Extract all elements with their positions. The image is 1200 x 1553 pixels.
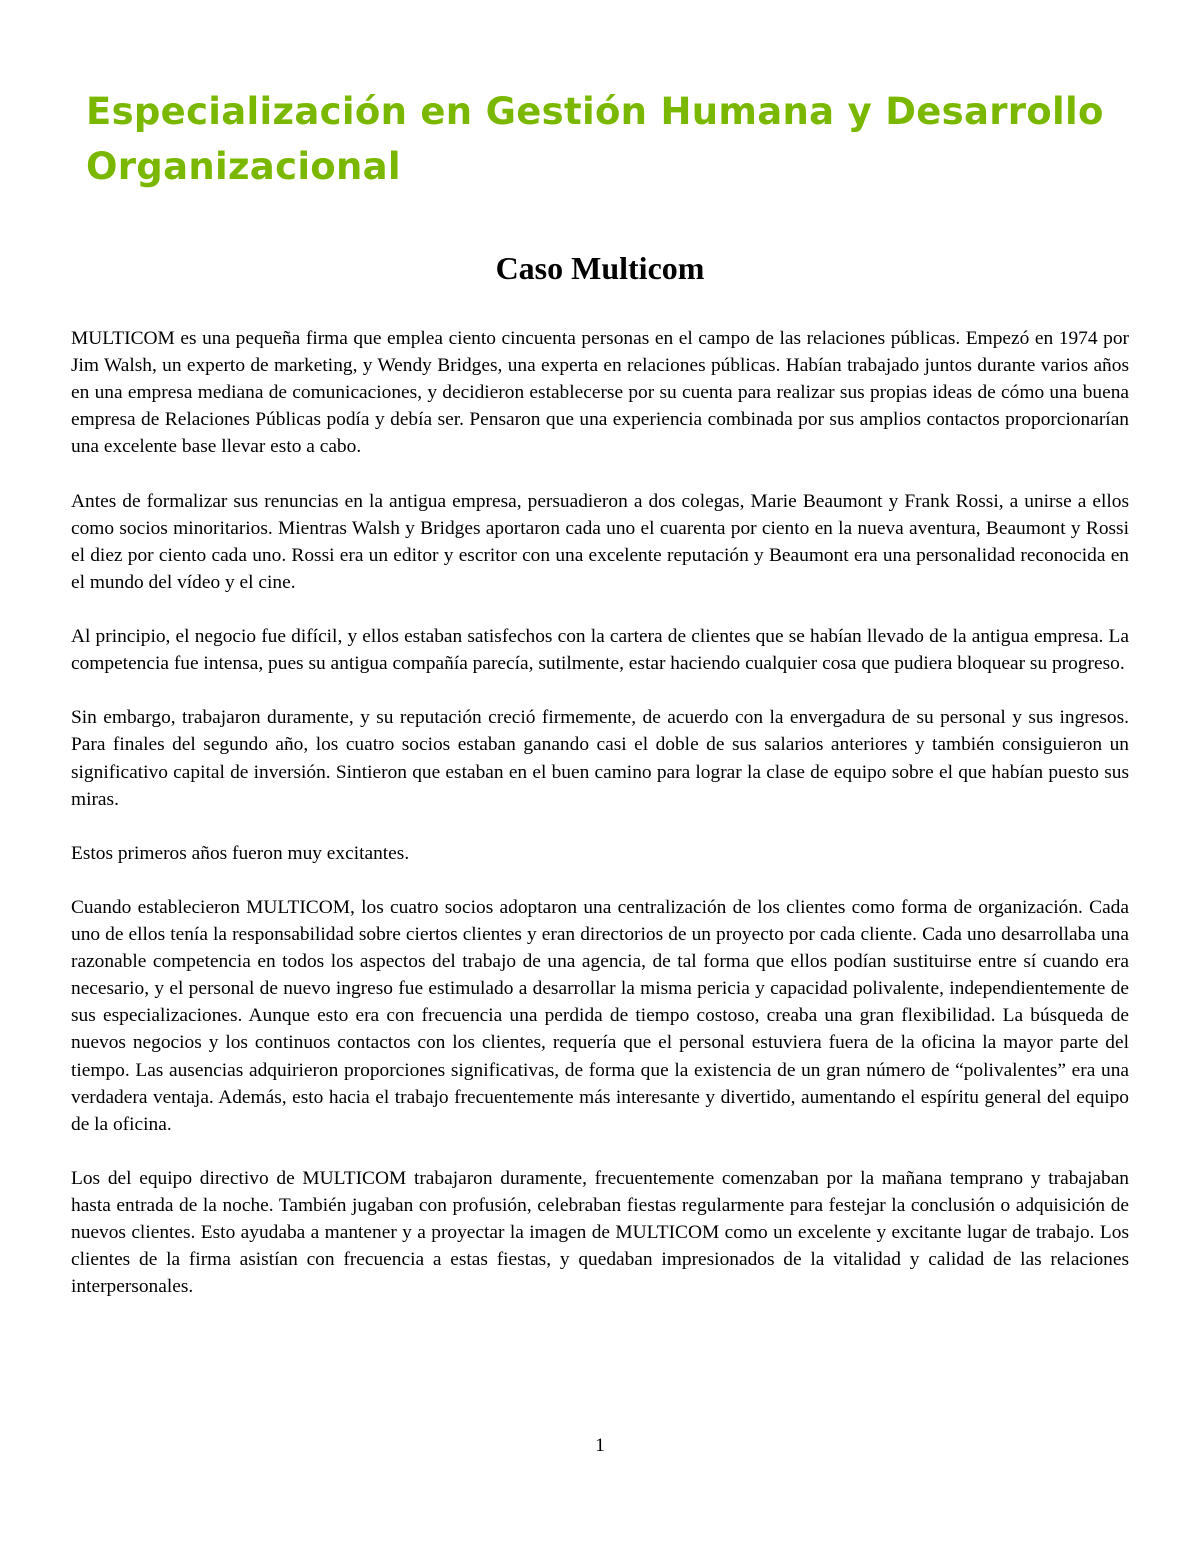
paragraph: Cuando establecieron MULTICOM, los cuatro socios adoptaron una centralización de los clientes como forma de organización. Cada uno de ellos tenía la responsabilidad sobre ciertos clientes y eran directorios de un proyecto por cada cliente. Cada uno desarrollaba una razonable competencia en todos los aspectos del trabajo de una agencia, de tal forma que ellos podían sustituirse entre sí cuando era necesario, y el personal de nuevo ingreso fue estimulado a desarrollar la misma pericia y capacidad polivalente, independientemente de sus especializaciones. Aunque esto era con frecuencia una perdida de tiempo costoso, creaba una gran flexibilidad. La búsqueda de nuevos negocios y los continuos contactos con los clientes, requería que el personal estuviera fuera de la oficina la mayor parte del tiempo. Las ausencias adquirieron proporciones significativas, de forma que la existencia de un gran número de “polivalentes” era una verdadera ventaja. Además, esto hacia el trabajo frecuentemente más interesante y divertido, aumentando el espíritu general del equipo de la oficina. xyxy=(71,896,1129,1135)
program-title: Especialización en Gestión Humana y Desarrollo Organizacional xyxy=(86,90,1104,188)
case-title: Caso Multicom xyxy=(495,250,705,286)
document-body xyxy=(71,325,1129,1300)
paragraph: Antes de formalizar sus renuncias en la antigua empresa, persuadieron a dos colegas, Marie Beaumont y Frank Rossi, a unirse a ellos como socios minoritarios. Mientras Walsh y Bridges aportaron cada uno el cuarenta por ciento en la nueva aventura, Beaumont y Rossi el diez por ciento cada uno. Rossi era un editor y escritor con una excelente reputación y Beaumont era una personalidad reconocida en el mundo del vídeo y el cine. xyxy=(71,490,1129,593)
paragraph: Los del equipo directivo de MULTICOM trabajaron duramente, frecuentemente comenzaban por la mañana temprano y trabajaban hasta entrada de la noche. También jugaban con profusión, celebraban fiestas regularmente para festejar la conclusión o adquisición de nuevos clientes. Esto ayudaba a mantener y a proyectar la imagen de MULTICOM como un excelente y excitante lugar de trabajo. Los clientes de la firma asistían con frecuencia a estas fiestas, y quedaban impresionados de la vitalidad y calidad de las relaciones interpersonales. xyxy=(71,1167,1129,1298)
paragraph: Estos primeros años fueron muy excitantes. xyxy=(71,842,410,864)
page-number: 1 xyxy=(595,1435,605,1456)
paragraph: MULTICOM es una pequeña firma que emplea ciento cincuenta personas en el campo de las relaciones públicas. Empezó en 1974 por Jim Walsh, un experto de marketing, y Wendy Bridges, una experta en relaciones públicas. Habían trabajado juntos durante varios años en una empresa mediana de comunicaciones, y decidieron establecerse por su cuenta para realizar sus propias ideas de cómo una buena empresa de Relaciones Públicas podía y debía ser. Pensaron que una experiencia combinada por sus amplios contactos proporcionarían una excelente base llevar esto a cabo. xyxy=(71,328,1129,458)
paragraph: Al principio, el negocio fue difícil, y ellos estaban satisfechos con la cartera de clientes que se habían llevado de la antigua empresa. La competencia fue intensa, pues su antigua compañía parecía, sutilmente, estar haciendo cualquier cosa que pudiera bloquear su progreso. xyxy=(71,626,1129,675)
paragraph: Sin embargo, trabajaron duramente, y su reputación creció firmemente, de acuerdo con la envergadura de su personal y sus ingresos. Para finales del segundo año, los cuatro socios estaban ganando casi el doble de sus salarios anteriores y también consiguieron un significativo capital de inversión. Sintieron que estaban en el buen camino para lograr la clase de equipo sobre el que habían puesto sus miras. xyxy=(71,707,1129,810)
